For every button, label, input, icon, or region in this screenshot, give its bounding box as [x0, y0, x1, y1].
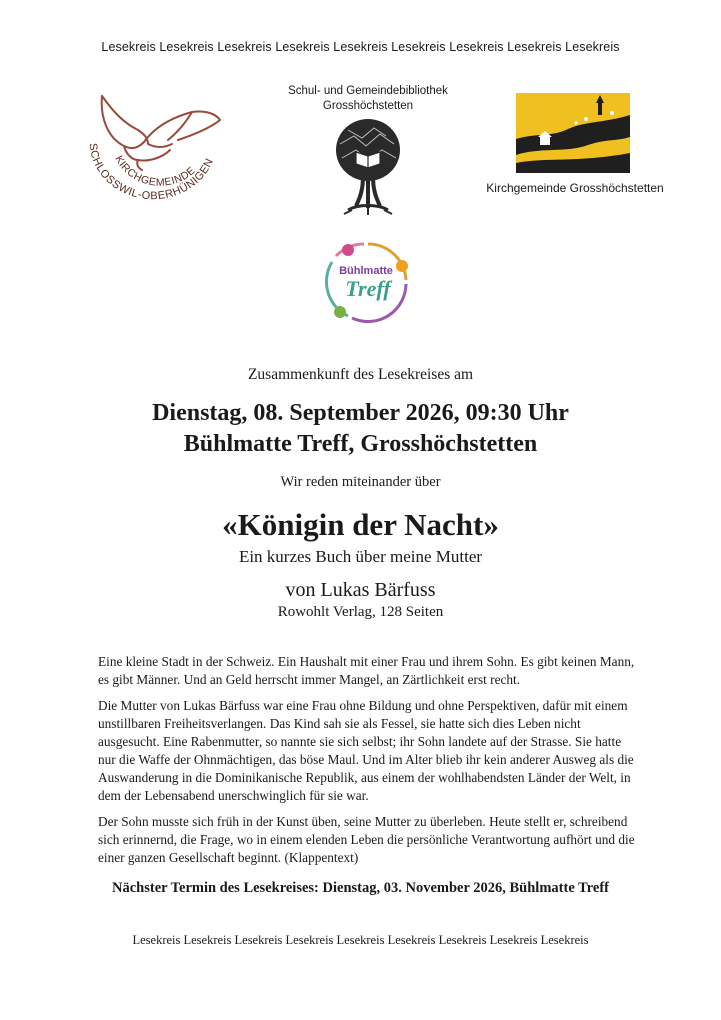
library-name-line1: Schul- und Gemeindebibliothek [288, 85, 448, 97]
event-talk-intro: Wir reden miteinander über [280, 474, 441, 490]
book-title: «Königin der Nacht» [222, 507, 499, 542]
circle-logo-icon [322, 236, 414, 328]
book-author: von Lukas Bärfuss [285, 579, 436, 601]
tree-book-icon [328, 116, 408, 216]
next-meeting: Nächster Termin des Lesekreises: Dienstag, 03. November 2026, Bühlmatte Treff [112, 880, 609, 896]
buehlmatte-line2: Treff [345, 276, 391, 301]
event-intro: Zusammenkunft des Lesekreises am [247, 366, 474, 383]
kirchgemeinde-grosshoechstetten-name: Kirchgemeinde Grosshöchstetten [486, 181, 664, 195]
description-paragraph-1: Eine kleine Stadt in der Schweiz. Ein Haushalt mit einer Frau und ihrem Sohn. Es gibt keinen Mann, es gibt Männer. Und an Geld herrscht immer Mangel, an Zärtlichkeit erst recht. [98, 654, 635, 687]
library-name [268, 84, 468, 114]
buehlmatte-treff-logo [322, 236, 414, 328]
description-paragraph-3: Der Sohn musste sich früh in der Kunst üben, seine Mutter zu überleben. Heute stellt er, schreibend sich erinnernd, die Frage, wo in einem elenden Leben die persönliche Verantwortung aufhört und die einer ganzen Gesellschaft beginnt. (Klappentext) [98, 814, 635, 865]
library-name-line2: Grosshöchstetten [322, 100, 414, 112]
book-publisher: Rowohlt Verlag, 128 Seiten [277, 604, 444, 620]
kirchgemeinde-grosshoechstetten-logo [516, 93, 630, 173]
footer-band: Lesekreis Lesekreis Lesekreis Lesekreis Lesekreis Lesekreis Lesekreis Lesekreis Lesekreis [132, 933, 589, 947]
village-landscape-icon [516, 93, 630, 173]
kirchgemeinde-schlosswil-name-top: KIRCHGEMEINDE [112, 153, 198, 189]
event-venue: Bühlmatte Treff, Grosshöchstetten [183, 431, 538, 457]
header-band: Lesekreis Lesekreis Lesekreis Lesekreis Lesekreis Lesekreis Lesekreis Lesekreis Lesekreis [101, 40, 620, 54]
description-paragraph-2: Die Mutter von Lukas Bärfuss war eine Frau ohne Bildung und ohne Perspektiven, dafür mit einem unstillbaren Freiheitsverlangen. Das Kind sah sie als Fessel, sie hatte sich dies Leben nicht ausgesucht. Eine Rabenmutter, so nannte sie sich selbst; ihr Sohn landete auf der Strasse. Sie hatte nur die Waffe der Ohnmächtigen, das böse Maul. Und im Alter blieb ihr kein anderer Ausweg als die Auswanderung in die Dominikanische Republik, aus einem der wohlhabendsten Länder der Welt, in dem der Lebensabend unerschwinglich für sie war. [98, 698, 634, 803]
event-date: Dienstag, 08. September 2026, 09:30 Uhr [152, 400, 569, 426]
buehlmatte-line1: Bühlmatte [339, 265, 393, 277]
dove-icon [78, 88, 228, 218]
kirchgemeinde-schlosswil-logo [78, 88, 228, 218]
book-subtitle: Ein kurzes Buch über meine Mutter [238, 547, 483, 566]
library-logo [328, 116, 408, 216]
kirchgemeinde-schlosswil-name-bottom: SCHLOSSWIL-OBERHÜNIGEN [86, 142, 216, 203]
